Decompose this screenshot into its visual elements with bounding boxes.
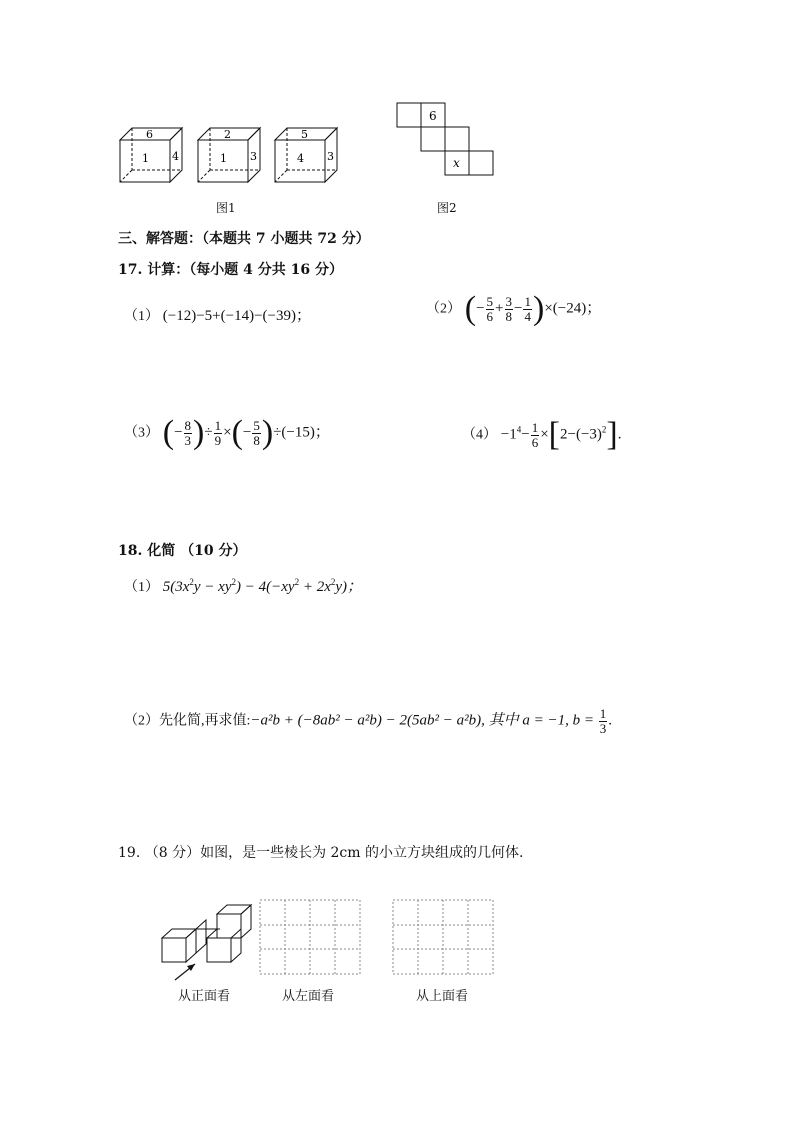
figure-1-caption: 图1	[216, 201, 236, 215]
q17-heading: 17. 计算：（每小题 4 分共 16 分）	[118, 262, 343, 278]
q18-part-2: （2）先化简,再求值:−a²b + (−8ab² − a²b) − 2(5ab² − a²b), 其中 a = −1, b = $\frac{1}{3}$ .	[124, 706, 612, 736]
cube-2-side: 3	[250, 150, 257, 163]
q17-2-label: （2）	[426, 301, 461, 317]
cube-3-side: 3	[327, 150, 334, 163]
q18-heading: 18. 化简 （10 分）	[118, 543, 247, 559]
q17-1-expr: (−12)−5+(−14)−(−39)；	[162, 308, 311, 324]
q17-part-2: （2） (− $\frac{5}{6}$ + $\frac{3}{8}$ − $\frac{1}{4}$ )×(−24)；	[426, 290, 602, 327]
q19-heading: 19. （8 分）如图，是一些棱长为 2cm 的小立方块组成的几何体.	[118, 845, 524, 861]
q17-part-4: $(4) -1^4-$ $\frac{1}{6}$ $\times[2-(-3)^2]$.	[462, 416, 622, 453]
q19-solid-figure	[155, 900, 255, 985]
q19-caption-front: 从正面看	[178, 989, 231, 1004]
q17-part-3: （3） (− $\frac{8}{3}$ )÷ $\frac{1}{9}$ ×(− $\frac{5}{8}$ )÷(−15)；	[124, 414, 330, 451]
q19-caption-top: 从上面看	[416, 989, 469, 1004]
cube-3-front: 4	[297, 152, 304, 165]
section-3-heading: 三、解答题：（本题共 7 小题共 72 分）	[118, 231, 370, 247]
q19-left-view-grid	[258, 898, 362, 976]
cube-2-top: 2	[224, 128, 231, 141]
figure-1-cubes	[110, 120, 350, 190]
cube-3-top: 5	[301, 128, 308, 141]
net-label-6: 6	[429, 109, 437, 123]
cube-1	[120, 128, 182, 182]
q19-caption-left: 从左面看	[282, 989, 335, 1004]
q19-top-view-grid	[391, 898, 495, 976]
figure-2-caption: 图2	[437, 201, 457, 215]
cube-1-front: 1	[142, 152, 149, 165]
cube-2	[198, 128, 260, 182]
q18-part-1: （1） $5(3x^2y - xy^2) - 4(-xy^2 + 2x^2y)$；	[124, 577, 363, 595]
q17-3-label: （3）	[124, 425, 159, 441]
cube-1-side: 4	[172, 150, 179, 163]
figure-2-net	[394, 100, 498, 178]
net-label-x: x	[453, 156, 460, 170]
q17-1-label: （1）	[124, 309, 159, 324]
cube-1-top: 6	[146, 128, 153, 141]
cube-3	[275, 128, 337, 182]
q17-4-label: （4）	[462, 427, 497, 443]
cube-2-front: 1	[220, 152, 227, 165]
q17-part-1	[124, 304, 311, 325]
